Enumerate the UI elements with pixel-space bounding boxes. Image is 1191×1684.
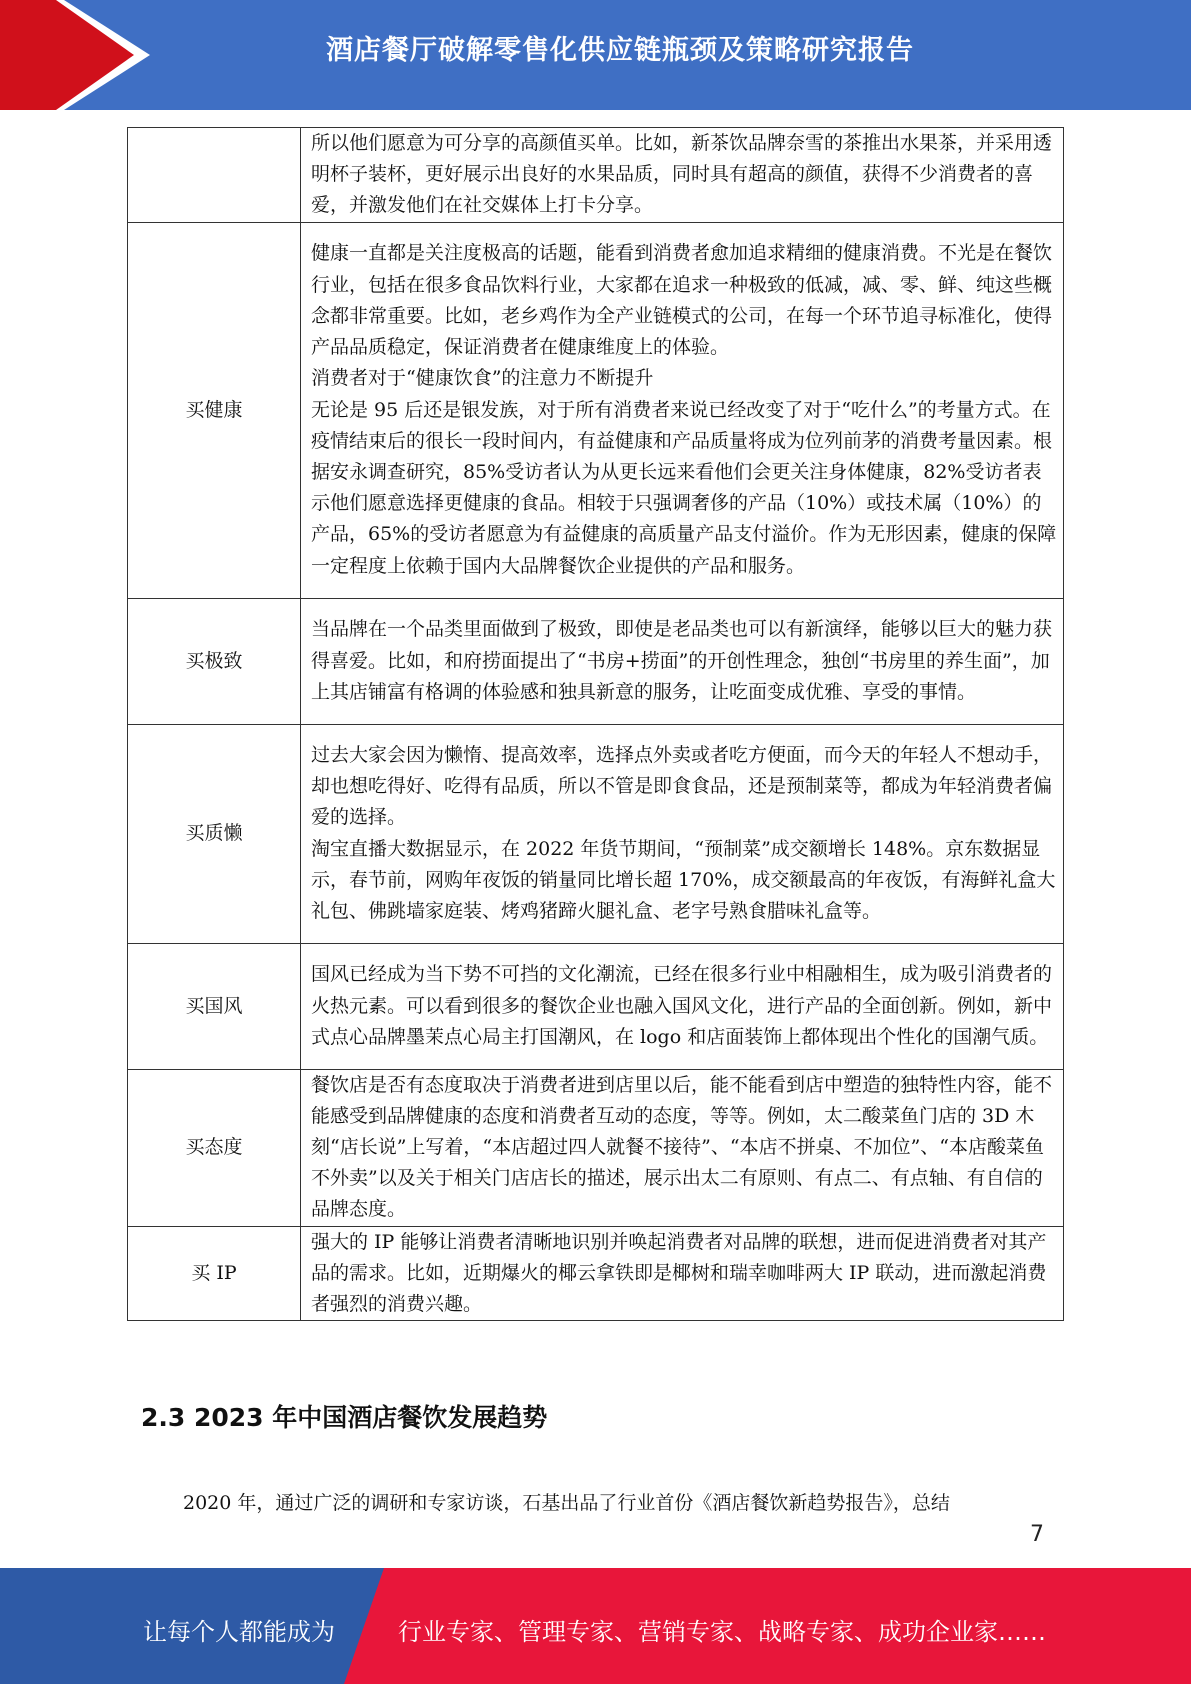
footer-slogan-left: 让每个人都能成为 <box>143 1618 335 1646</box>
row-label: 买健康 <box>128 222 301 598</box>
header-arrow-decoration <box>0 0 150 110</box>
description-paragraph: 过去大家会因为懒惰、提高效率，选择点外卖或者吃方便面，而今天的年轻人不想动手，却也想吃得好、吃得有品质，所以不管是即食食品，还是预制菜等，都成为年轻消费者偏爱的选择。 <box>311 744 1053 829</box>
page-number: 7 <box>1030 1522 1044 1547</box>
row-label: 买国风 <box>128 943 301 1069</box>
row-description <box>301 128 1064 223</box>
row-label: 买质懒 <box>128 724 301 943</box>
table-row <box>128 1069 1064 1226</box>
description-paragraph: 国风已经成为当下势不可挡的文化潮流，已经在很多行业中相融相生，成为吸引消费者的火热元素。可以看到很多的餐饮企业也融入国风文化，进行产品的全面创新。例如，新中式点心品牌墨茉点心局主打国潮风，在 logo 和店面装饰上都体现出个性化的国潮气质。 <box>311 963 1053 1048</box>
section-paragraph: 2020 年，通过广泛的调研和专家访谈，石基出品了行业首份《酒店餐饮新趋势报告》，总结 <box>183 1492 950 1514</box>
row-description <box>301 724 1064 943</box>
description-paragraph: 无论是 95 后还是银发族，对于所有消费者来说已经改变了对于“吃什么”的考量方式。在疫情结束后的很长一段时间内，有益健康和产品质量将成为位列前茅的消费考量因素。根据安永调查研究，85%受访者认为从更长远来看他们会更关注身体健康，82%受访者表示他们愿意选择更健康的食品。相较于只强调奢侈的产品（10%）或技术属（10%）的产品，65%的受访者愿意为有益健康的高质量产品支付溢价。作为无形因素，健康的保障一定程度上依赖于国内大品牌餐饮企业提供的产品和服务。 <box>311 398 1057 577</box>
row-label: 买 IP <box>128 1226 301 1321</box>
table-row <box>128 724 1064 943</box>
row-label: 买极致 <box>128 598 301 724</box>
table-row <box>128 943 1064 1069</box>
description-paragraph: 健康一直都是关注度极高的话题，能看到消费者愈加追求精细的健康消费。不光是在餐饮行业，包括在很多食品饮料行业，大家都在追求一种极致的低减，减、零、鲜、纯这些概念都非常重要。比如，老乡鸡作为全产业链模式的公司，在每一个环节追寻标准化，使得产品品质稳定，保证消费者在健康维度上的体验。 <box>311 242 1053 359</box>
footer-slogan-right: 行业专家、管理专家、营销专家、战略专家、成功企业家…… <box>398 1618 1046 1646</box>
table-row <box>128 128 1064 223</box>
row-description <box>301 598 1064 724</box>
table-row <box>128 598 1064 724</box>
row-description <box>301 943 1064 1069</box>
page-header <box>0 0 1191 110</box>
description-paragraph: 餐饮店是否有态度取决于消费者进到店里以后，能不能看到店中塑造的独特性内容，能不能感受到品牌健康的态度和消费者互动的态度，等等。例如，太二酸菜鱼门店的 3D 木刻“店长说”上写着，“本店超过四人就餐不接待”、“本店不拼桌、不加位”、“本店酸菜鱼不外卖”以及关于相关门店店长的描述，展示出太二有原则、有点二、有点轴、有自信的品牌态度。 <box>311 1073 1053 1221</box>
row-label: 买态度 <box>128 1069 301 1226</box>
description-paragraph: 强大的 IP 能够让消费者清晰地识别并唤起消费者对品牌的联想，进而促进消费者对其产品的需求。比如，近期爆火的椰云拿铁即是椰树和瑞幸咖啡两大 IP 联动，进而激起消费者强烈的消费兴趣。 <box>311 1230 1047 1316</box>
section-heading: 2.3 2023 年中国酒店餐饮发展趋势 <box>141 1403 548 1432</box>
description-paragraph: 消费者对于“健康饮食”的注意力不断提升 <box>311 367 654 390</box>
description-paragraph: 当品牌在一个品类里面做到了极致，即使是老品类也可以有新演绎，能够以巨大的魅力获得喜爱。比如，和府捞面提出了“书房+捞面”的开创性理念，独创“书房里的养生面”，加上其店铺富有格调的体验感和独具新意的服务，让吃面变成优雅、享受的事情。 <box>311 618 1053 703</box>
table-row <box>128 1226 1064 1321</box>
row-description <box>301 1226 1064 1321</box>
description-paragraph: 淘宝直播大数据显示，在 2022 年货节期间，“预制菜”成交额增长 148%。京东数据显示，春节前，网购年夜饭的销量同比增长超 170%，成交额最高的年夜饭，有海鲜礼盒大礼包、佛跳墙家庭装、烤鸡猪蹄火腿礼盒、老字号熟食腊味礼盒等。 <box>311 837 1056 923</box>
consumer-trends-table <box>127 127 1064 1321</box>
row-description <box>301 1069 1064 1226</box>
row-description <box>301 222 1064 598</box>
row-label <box>128 128 301 223</box>
report-title: 酒店餐厅破解零售化供应链瓶颈及策略研究报告 <box>326 35 914 66</box>
description-paragraph: 所以他们愿意为可分享的高颜值买单。比如，新茶饮品牌奈雪的茶推出水果茶，并采用透明杯子装杯，更好展示出良好的水果品质，同时具有超高的颜值，获得不少消费者的喜爱，并激发他们在社交媒体上打卡分享。 <box>311 132 1053 217</box>
table-row <box>128 222 1064 598</box>
